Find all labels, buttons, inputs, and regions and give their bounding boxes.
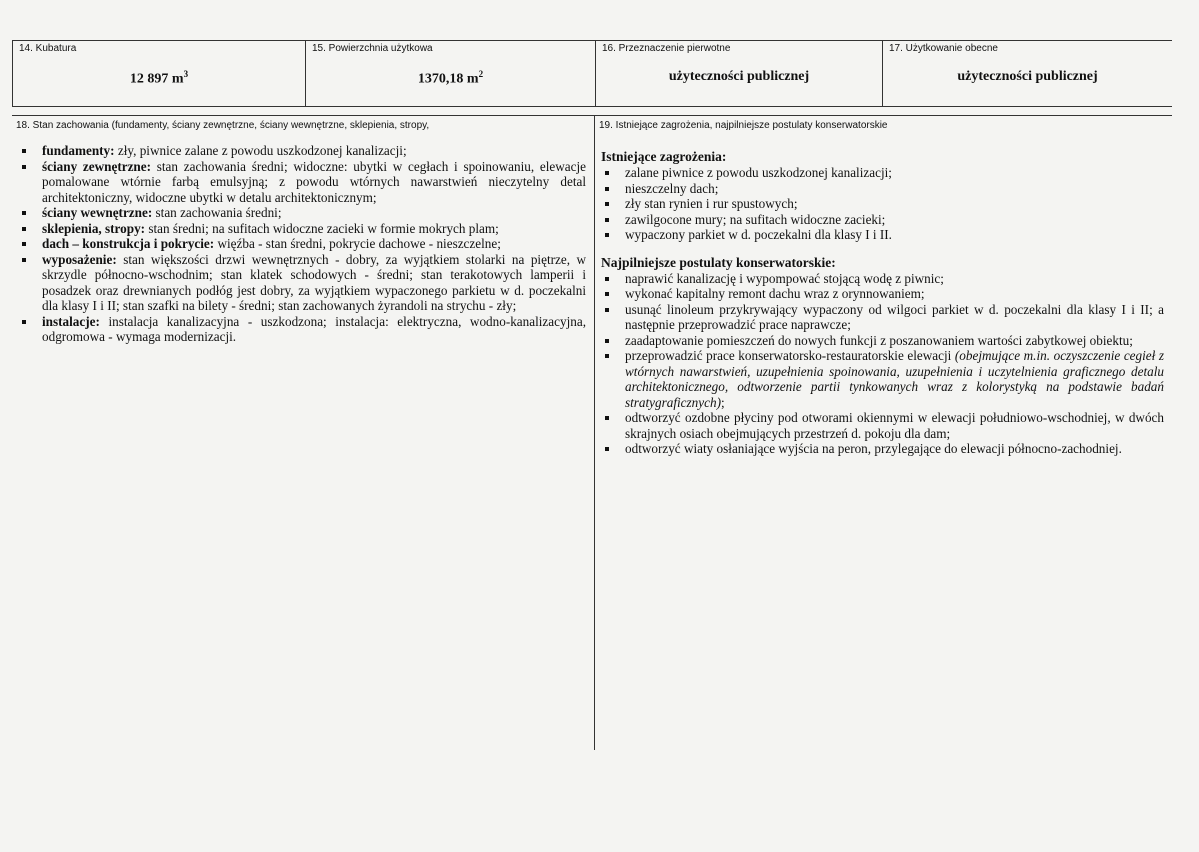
stan-item-text: więźba - stan średni, pokrycie dachowe - nieszczelne; xyxy=(214,236,501,251)
stan-list-item xyxy=(16,205,586,221)
postulates-title: Najpilniejsze postulaty konserwatorskie: xyxy=(601,254,836,270)
top-row xyxy=(12,40,1172,107)
form-sheet xyxy=(12,40,1172,810)
postulate-text: wykonać kapitalny remont dachu wraz z orynnowaniem; xyxy=(625,286,925,301)
postulate-text: usunąć linoleum przykrywający wypaczony od wilgoci parkiet w d. poczekalni dla klasy I i II; a następnie przeprowadzić prace naprawcze; xyxy=(625,301,1164,332)
postulate-text: odtworzyć ozdobne płyciny pod otworami okiennymi w elewacji południowo-wschodniej, w dwóch skrajnych osiach obejmujących przestrzeń d. pokoju dla dam; xyxy=(625,410,1164,441)
postulate-text: naprawić kanalizację i wypompować stojącą wodę z piwnic; xyxy=(625,270,944,286)
stan-list-item xyxy=(16,221,586,237)
przeznaczenie-cell xyxy=(595,41,882,106)
zagrozenia-section xyxy=(595,115,1172,750)
stan-item-term: fundamenty: xyxy=(42,143,115,158)
stan-item-term: ściany wewnętrzne: xyxy=(42,205,153,220)
postulate-list-item xyxy=(599,348,1164,410)
postulate-list-item xyxy=(599,271,1164,287)
bottom-row xyxy=(12,115,1172,750)
zagrozenia-label: 19. Istniejące zagrożenia, najpilniejsze postulaty konserwatorskie xyxy=(599,120,888,131)
postulate-list-item xyxy=(599,286,1164,302)
threats-title: Istniejące zagrożenia: xyxy=(601,149,727,164)
stan-zachowania-section xyxy=(12,115,595,750)
stan-item-text: zły, piwnice zalane z powodu uszkodzonej kanalizacji; xyxy=(114,143,407,158)
threats-list xyxy=(595,165,1172,243)
postulate-list-item xyxy=(599,302,1164,333)
powierzchnia-label: 15. Powierzchnia użytkowa xyxy=(312,43,433,54)
kubatura-cell xyxy=(12,41,305,106)
stan-list-item xyxy=(16,314,586,345)
stan-item-term: wyposażenie: xyxy=(42,251,117,267)
przeznaczenie-label: 16. Przeznaczenie pierwotne xyxy=(602,43,731,54)
stan-list xyxy=(12,131,594,345)
threat-list-item: zalane piwnice z powodu uszkodzonej kanalizacji; xyxy=(599,165,1164,181)
threat-list-item: nieszczelny dach; xyxy=(599,181,1164,197)
stan-item-text: stan zachowania średni; widoczne: ubytki w cegłach i spoinowaniu, elewacje pomalowane wtórnie farbą emulsyjną; z powodu wtórnych nawarstwień nieczytelny detal architektoniczny, widoczne ubytki w detalu architektonicznym; xyxy=(42,158,587,205)
stan-label: 18. Stan zachowania (fundamenty, ściany zewnętrzne, ściany wewnętrzne, sklepienia, stropy, xyxy=(16,120,430,131)
stan-item-term: dach – konstrukcja i pokrycie: xyxy=(42,236,215,251)
stan-item-text: instalacja kanalizacyjna - uszkodzona; instalacja: elektryczna, wodno-kanalizacyjna, odgromowa - wymaga modernizacji. xyxy=(42,313,586,344)
stan-list-item xyxy=(16,159,586,206)
postulate-italic-text: (obejmujące m.in. oczyszczenie cegieł z wtórnych nawarstwień, uzupełnienia spoinowania, uzupełnienia i uczytelnienia graficznego detalu architektonicznego, odtworzenie partii tynkowanych wraz z kolorystyką na podstawie badań stratygraficznych) xyxy=(625,348,1165,410)
stan-list-item xyxy=(16,236,586,252)
kubatura-value: 12 897 $m^3$ xyxy=(129,69,189,87)
postulate-list-item xyxy=(599,333,1164,349)
stan-item-text: stan zachowania średni; xyxy=(152,205,282,220)
stan-item-term: ściany zewnętrzne: xyxy=(42,158,152,174)
postulate-tail: ; xyxy=(720,394,725,410)
stan-list-item xyxy=(16,252,586,314)
stan-list-item xyxy=(16,143,586,159)
threat-list-item: zły stan rynien i rur spustowych; xyxy=(599,196,1164,212)
uzytkowanie-cell xyxy=(882,41,1172,106)
postulates-list xyxy=(595,271,1172,457)
threat-list-item: wypaczony parkiet w d. poczekalni dla klasy I i II. xyxy=(599,227,1164,243)
powierzchnia-cell xyxy=(305,41,595,106)
przeznaczenie-value: użyteczności publicznej xyxy=(668,69,810,84)
postulate-list-item xyxy=(599,441,1164,457)
threat-list-item: zawilgocone mury; na sufitach widoczne zacieki; xyxy=(599,212,1164,228)
uzytkowanie-label: 17. Użytkowanie obecne xyxy=(889,43,998,54)
uzytkowanie-value: użyteczności publicznej xyxy=(957,69,1098,84)
postulate-text: zaadaptowanie pomieszczeń do nowych funkcji z poszanowaniem wartości zabytkowej obiektu; xyxy=(625,332,1133,348)
stan-item-term: sklepienia, stropy: xyxy=(42,220,146,236)
postulate-list-item xyxy=(599,410,1164,441)
postulate-text: przeprowadzić prace konserwatorsko-restauratorskie elewacji xyxy=(625,348,955,363)
stan-item-text: stan średni; na sufitach widoczne zacieki w formie mokrych plam; xyxy=(145,220,499,236)
stan-item-text: stan większości drzwi wewnętrznych - dobry, za wyjątkiem stolarki na piętrze, w skrzydle północno-wschodnim; stan klatek schodowych - średni; stan terakotowych lamperii i posadzek oraz drewnianych podłóg jest dobry, za wyjątkiem wypaczonego parkietu w d. poczekalni dla klasy I i II; stan szafki na bilety - średni; stan zachowanych żyrandoli na strychu - zły; xyxy=(42,251,586,313)
kubatura-label: 14. Kubatura xyxy=(19,43,77,54)
postulate-text: odtworzyć wiaty osłaniające wyjścia na peron, przylegające do elewacji północno-zachodniej. xyxy=(625,441,1122,456)
stan-item-term: instalacje: xyxy=(42,313,100,329)
powierzchnia-value: 1370,18 $m^2$ xyxy=(417,69,484,87)
